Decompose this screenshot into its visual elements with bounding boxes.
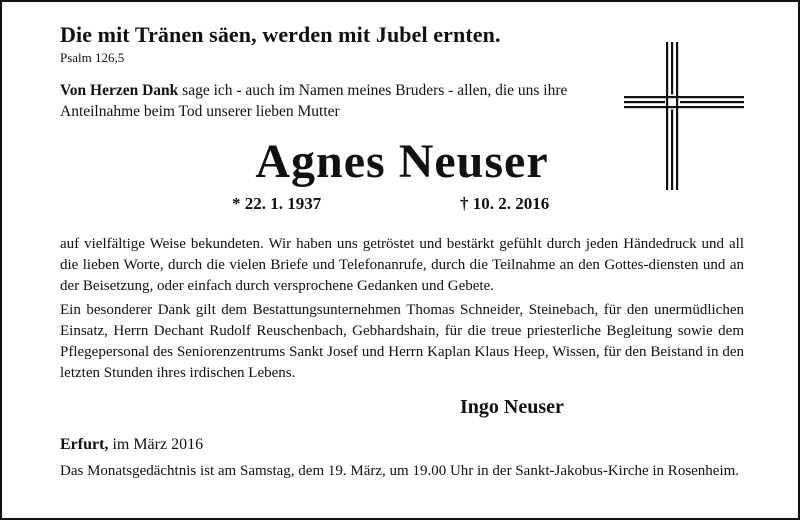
motto-heading: Die mit Tränen säen, werden mit Jubel ernten. [60, 22, 501, 47]
intro-bold: Von Herzen Dank [60, 82, 179, 99]
signer-name: Ingo Neuser [460, 396, 564, 418]
special-thanks-paragraph: Ein besonderer Dank gilt dem Bestattungsunternehmen Thomas Schneider, Steinebach, für den unermüdlichen Einsatz, Herrn Dechant Rudolf Reuschenbach, Gebhardshain, für die treue priesterliche Begleitung sowie dem Pflegepersonal des Seniorenzentrums Sankt Josef und Herrn Kaplan Klaus Heep, Wissen, für den Beistand in den letzten Stunden ihres irdischen Lebens. [60, 302, 744, 381]
memorial-service-text: Das Monatsgedächtnis ist am Samstag, dem 19. März, um 19.00 Uhr in der Sankt-Jakobus-Kirche in Rosenheim. [60, 463, 740, 479]
motto-source: Psalm 126,5 [60, 50, 125, 65]
deceased-name: Agnes Neuser [255, 135, 549, 188]
place-date-line [60, 436, 203, 454]
intro-text [60, 80, 580, 122]
place: Erfurt, [60, 436, 109, 453]
death-date: † 10. 2. 2016 [460, 194, 550, 213]
birth-date: * 22. 1. 1937 [232, 194, 322, 213]
thanks-paragraph: auf vielfältige Weise bekundeten. Wir haben uns getröstet und bestärkt gefühlt durch jeden Händedruck und all die lieben Worte, durch die vielen Briefe und Telefonanrufe, durch die Teilnahme an den Gottes-diensten und an der Beisetzung, oder einfach durch versprochene Gedanken und Gebete. [60, 236, 744, 294]
date: im März 2016 [108, 436, 204, 453]
intro-rest: sage ich - auch im Namen meines Bruders - allen, die uns ihre Anteilnahme beim Tod unserer lieben Mutter [60, 82, 568, 120]
